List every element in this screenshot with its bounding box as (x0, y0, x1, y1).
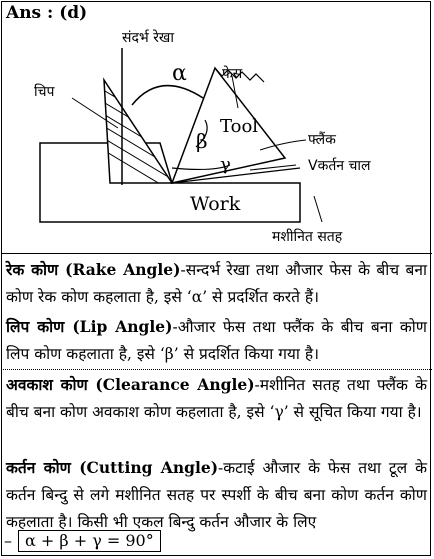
clearance-angle-text: -मशीनित सतह तथा फ्लैंक के बीच बना कोण अवकाश कोण कहलाता है, इसे ‘γ’ से सूचित किया गया है। (6, 376, 427, 421)
work-label: Work (190, 193, 241, 215)
cutting-angle-text: -कटाई औजार के फेस तथा टूल के कर्तन बिन्दु से लगे मशीनित सतह पर स्पर्शी के बीच बना कोण कर्तन कोण कहलाता है। किसी भी एकल बिन्दु कर्तन औजार के लिए (6, 459, 427, 531)
lip-angle-paragraph (6, 313, 427, 368)
cutting-angle-term: कर्तन कोण (Cutting Angle) (6, 458, 219, 477)
chip-shape (104, 80, 172, 183)
lip-angle-term: लिप कोण (Lip Angle) (6, 317, 173, 336)
section-divider (1, 253, 432, 254)
machined-surface-label: मशीनित सतह (272, 229, 343, 245)
chip-label: चिप (34, 84, 55, 100)
cutting-angle-paragraph (6, 454, 427, 536)
tool-label: Tool (220, 116, 259, 137)
formula-box: α + β + γ = 90° (18, 530, 161, 552)
surface-leader (314, 196, 322, 222)
gamma-label: γ (220, 154, 231, 175)
rake-angle-text: -सन्दर्भ रेखा तथा औजार फेस के बीच बना कोण रेक कोण कहलाता है, इसे ‘α’ से प्रदर्शित करते हैं। (6, 261, 427, 306)
beta-label: β (196, 129, 208, 153)
reference-line-label: संदर्भ रेखा (122, 30, 174, 46)
clearance-angle-term: अवकाश कोण (Clearance Angle) (6, 375, 255, 394)
clearance-angle-paragraph (6, 371, 427, 426)
answer-label: Ans : (d) (6, 3, 88, 23)
lip-angle-text: -औजार फेस तथा फ्लैंक के बीच बना कोण लिप कोण कहलाता है, इसे ‘β’ से प्रदर्शित किया गया है। (6, 318, 427, 363)
section-divider-dotted (1, 369, 432, 370)
rake-angle-paragraph (6, 256, 427, 311)
angle-sum-formula (4, 530, 161, 552)
formula-dash: – (4, 531, 12, 550)
alpha-label: α (172, 61, 187, 86)
tool-angle-diagram (0, 0, 434, 255)
cutting-speed-label: Vकर्तन चाल (308, 158, 371, 174)
alpha-arc (132, 86, 203, 105)
face-label: फेस (222, 66, 243, 82)
rake-angle-term: रेक कोण (Rake Angle) (6, 260, 181, 279)
flank-label: फ्लैंक (308, 132, 336, 148)
